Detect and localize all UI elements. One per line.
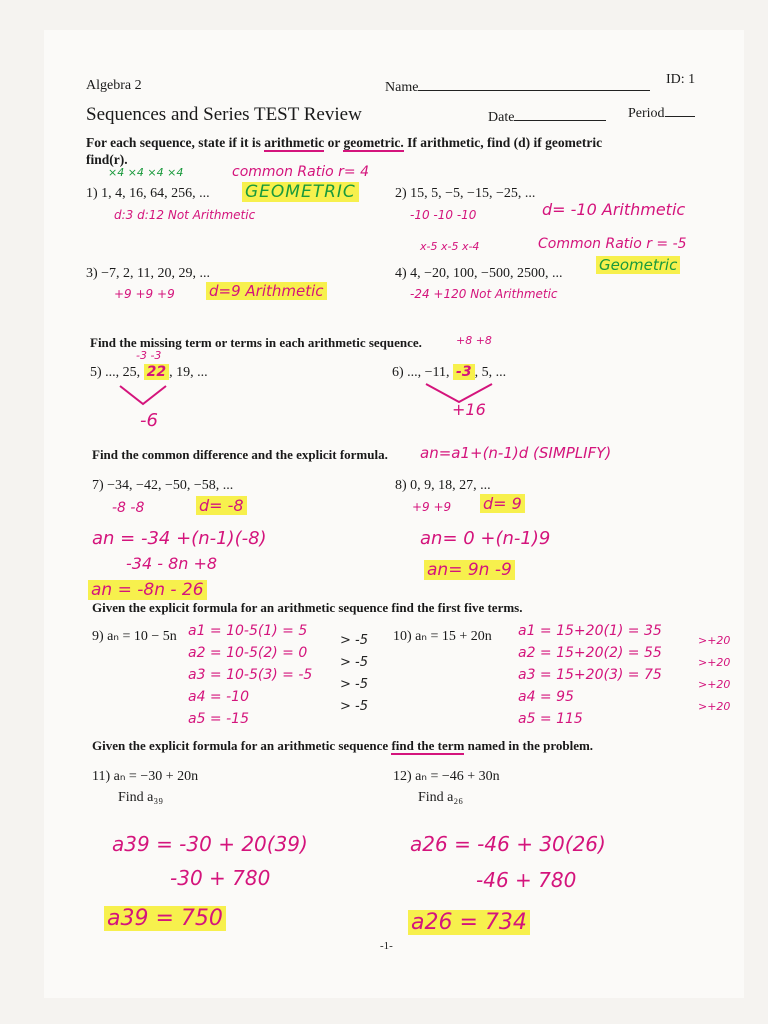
p4-differences: -24 +120 Not Arithmetic [410, 287, 558, 301]
problem-10: 10) aₙ = 15 + 20n [393, 629, 492, 644]
problem-5: 5) ..., 25, 22 , 19, ... [90, 364, 208, 380]
p10-term-1: a1 = 15+20(1) = 35 [518, 623, 662, 639]
p5-bracket-mark [118, 384, 168, 406]
p7-step-2: -34 - 8n +8 [126, 554, 218, 573]
p10-work [518, 620, 662, 730]
date-label: Date [488, 110, 606, 126]
p11-find: Find a₃₉ [118, 790, 164, 805]
id-label: ID: 1 [666, 72, 696, 87]
formula-note: an=a1+(n-1)d (SIMPLIFY) [420, 444, 612, 462]
p11-step-1: a39 = -30 + 20(39) [112, 832, 308, 856]
p8-step-1: an= 0 +(n-1)9 [420, 528, 551, 549]
p1-ratio-note: common Ratio r= 4 [232, 164, 369, 180]
page-title: Sequences and Series TEST Review [86, 104, 362, 125]
p8-d: d= 9 [480, 494, 525, 513]
p9-term-2: a2 = 10-5(2) = 0 [188, 645, 308, 661]
p8-answer: an= 9n -9 [424, 560, 515, 580]
p10-diff-4: >+20 [698, 700, 731, 713]
p7-step-1: an = -34 +(n-1)(-8) [92, 528, 267, 549]
p7-d: d= -8 [196, 496, 247, 515]
p11-answer: a39 = 750 [104, 906, 226, 931]
problem-2: 2) 15, 5, −5, −15, −25, ... [395, 186, 536, 201]
section5-instruction: Given the explicit formula for an arithmetic sequence find the term named in the problem. [92, 738, 594, 753]
problem-12: 12) aₙ = −46 + 30n [393, 769, 500, 784]
section3-instruction: Find the common difference and the explicit formula. [92, 447, 388, 462]
p12-answer: a26 = 734 [408, 910, 530, 935]
p9-term-5: a5 = -15 [188, 711, 249, 727]
section2-instruction: Find the missing term or terms in each arithmetic sequence. [90, 335, 422, 350]
p10-term-5: a5 = 115 [518, 711, 583, 727]
p10-term-2: a2 = 15+20(2) = 55 [518, 645, 662, 661]
problem-6: 6) ..., −11, -3 , 5, ... [392, 364, 507, 380]
p10-term-3: a3 = 15+20(3) = 75 [518, 667, 662, 683]
p6-marks: +8 +8 [456, 334, 492, 347]
p3-differences: +9 +9 +9 [114, 287, 175, 301]
problem-11: 11) aₙ = −30 + 20n [92, 769, 199, 784]
p12-step-2: -46 + 780 [476, 868, 577, 892]
section1-instruction-2: find(r). [86, 152, 128, 167]
p8-differences: +9 +9 [412, 500, 452, 514]
p1-differences: d:3 d:12 Not Arithmetic [114, 208, 256, 222]
p9-diff-3: > -5 [340, 677, 368, 692]
p1-ratio-marks: ×4 ×4 ×4 ×4 [108, 166, 184, 179]
page-number: -1- [380, 940, 393, 952]
p5-marks: -3 -3 [136, 349, 162, 362]
section1-instruction: For each sequence, state if it is arithmetic or geometric. If arithmetic, find (d) if geometric [86, 135, 603, 150]
p10-diff-2: >+20 [698, 656, 731, 669]
p5-work: -6 [140, 410, 158, 431]
p9-term-1: a1 = 10-5(1) = 5 [188, 623, 308, 639]
course-label: Algebra 2 [86, 78, 142, 93]
p11-step-2: -30 + 780 [170, 866, 271, 890]
p6-work: +16 [452, 400, 486, 419]
p4-ratio-marks: x-5 x-5 x-4 [420, 240, 480, 253]
p2-differences: -10 -10 -10 [410, 208, 477, 222]
problem-9: 9) aₙ = 10 − 5n [92, 629, 177, 644]
p9-work [188, 620, 312, 730]
problem-8: 8) 0, 9, 18, 27, ... [395, 478, 491, 493]
problem-3: 3) −7, 2, 11, 20, 29, ... [86, 266, 211, 281]
p10-term-4: a4 = 95 [518, 689, 574, 705]
p12-find: Find a₂₆ [418, 790, 464, 805]
section4-instruction: Given the explicit formula for an arithmetic sequence find the first five terms. [92, 600, 523, 615]
p9-term-4: a4 = -10 [188, 689, 249, 705]
problem-4: 4) 4, −20, 100, −500, 2500, ... [395, 266, 563, 281]
p9-differences [340, 630, 368, 718]
period-label: Period [628, 106, 695, 122]
p3-answer: d=9 Arithmetic [206, 282, 327, 300]
p4-answer: Geometric [596, 256, 680, 274]
p4-ratio-note: Common Ratio r = -5 [538, 236, 687, 252]
p7-answer: an = -8n - 26 [88, 580, 207, 600]
p9-diff-4: > -5 [340, 699, 368, 714]
p7-differences: -8 -8 [112, 500, 145, 516]
p2-answer: d= -10 Arithmetic [542, 200, 686, 219]
p1-answer: GEOMETRIC [242, 182, 359, 202]
name-label: Name [385, 78, 650, 96]
p10-differences [698, 630, 730, 718]
problem-1: 1) 1, 4, 16, 64, 256, ... [86, 186, 210, 201]
p10-diff-1: >+20 [698, 634, 731, 647]
problem-7: 7) −34, −42, −50, −58, ... [92, 478, 234, 493]
p10-diff-3: >+20 [698, 678, 731, 691]
p9-diff-2: > -5 [340, 655, 368, 670]
p9-term-3: a3 = 10-5(3) = -5 [188, 667, 313, 683]
p12-step-1: a26 = -46 + 30(26) [410, 832, 606, 856]
p9-diff-1: > -5 [340, 633, 368, 648]
